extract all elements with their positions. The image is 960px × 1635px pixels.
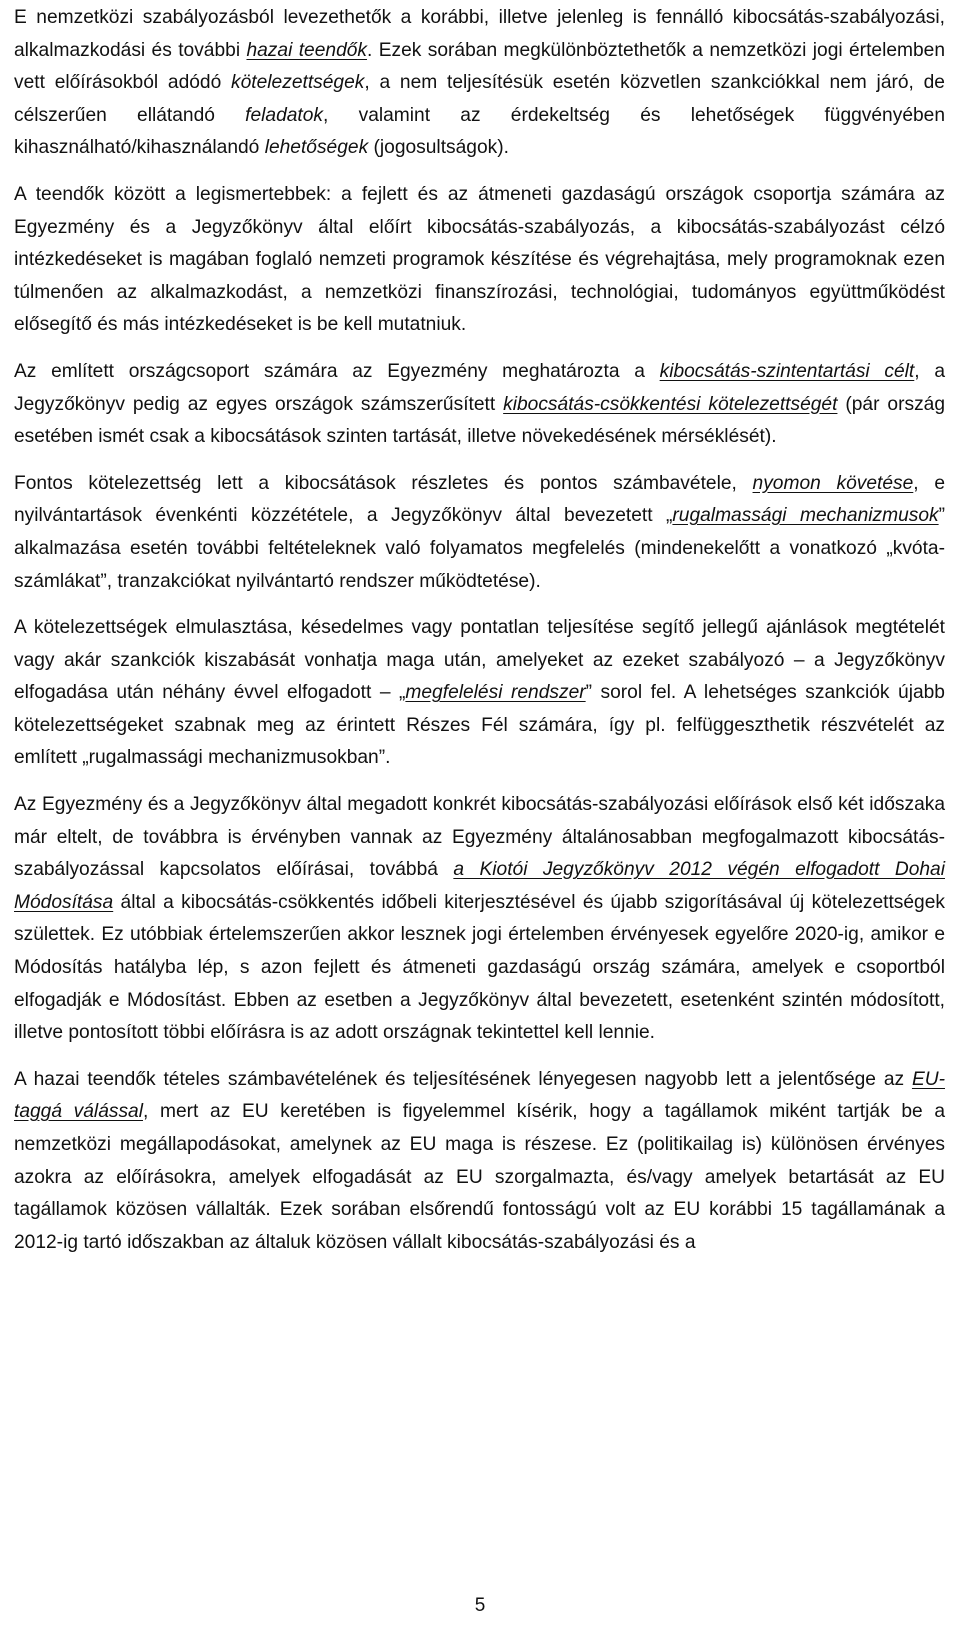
- emphasized-text: a Kiotói Jegyzőkönyv 2012 végén elfogadott Dohai Módosítása: [14, 859, 945, 913]
- text-segment: ” sorol fel. A lehetséges szankciók újabb kötelezettségeket szabnak meg az érintett Részes Fél számára, így pl. felfüggeszthetik részvételét az említett „rugalmassági mechanizmusokban”.: [14, 682, 945, 769]
- document-body: [14, 2, 945, 1273]
- emphasized-text: kötelezettségek: [231, 72, 365, 94]
- emphasized-text: megfelelési rendszer: [405, 682, 586, 704]
- emphasized-text: nyomon követése: [752, 472, 914, 494]
- emphasized-text: rugalmassági mechanizmusok: [672, 505, 939, 527]
- text-segment: Az Egyezmény és a Jegyzőkönyv által megadott konkrét kibocsátás-szabályozási előírások első két időszaka már eltelt, de továbbra is érvényben vannak az Egyezmény általánosabban megfogalmazott kibocsátás-szabályozással kapcsolatos előírásai, továbbá: [14, 794, 945, 881]
- emphasized-text: kibocsátás-csökkentési kötelezettségét: [503, 393, 838, 415]
- emphasized-text: hazai teendők: [246, 39, 368, 61]
- paragraph-4: [14, 468, 945, 598]
- emphasized-text: feladatok: [245, 104, 324, 126]
- emphasized-text: kibocsátás-szintentartási célt: [659, 360, 915, 382]
- text-segment: Az említett országcsoport számára az Egyezmény meghatározta a: [14, 360, 660, 382]
- text-segment: Fontos kötelezettség lett a kibocsátások részletes és pontos számbavétele,: [14, 472, 753, 494]
- paragraph-5: [14, 612, 945, 775]
- text-segment: által a kibocsátás-csökkentés időbeli kiterjesztésével és újabb szigorításával új kötelezettségek születtek. Ez utóbbiak értelemszerűen akkor lesznek jogi értelemben érvényesek egyelőre 2020-ig, amikor e Módosítás hatályba lép, s azon fejlett és átmeneti gazdaságú ország számára, amelyek e csoportból elfogadják e Módosítást. Ebben az esetben a Jegyzőkönyv által bevezetett, esetenként szintén módosított, illetve pontosított többi előírásra is az adott országnak tekintettel kell lennie.: [14, 891, 945, 1044]
- text-segment: , e nyilvántartások évenkénti közzététele, a Jegyzőkönyv által bevezetett „: [14, 472, 945, 527]
- text-segment: (pár ország esetében ismét csak a kibocsátások szinten tartását, illetve növekedésének mérséklését).: [14, 393, 946, 448]
- text-segment: (jogosultságok).: [368, 137, 509, 159]
- text-segment: , a Jegyzőkönyv pedig az egyes országok számszerűsített: [14, 360, 945, 415]
- paragraph-3: [14, 356, 945, 454]
- paragraph-2: [14, 179, 945, 342]
- text-segment: E nemzetközi szabályozásból levezethetők a korábbi, illetve jelenleg is fennálló kibocsátás-szabályozási, alkalmazkodási és további: [14, 7, 945, 61]
- emphasized-text: EU-taggá válással: [14, 1068, 945, 1123]
- paragraph-6: [14, 789, 945, 1050]
- text-segment: A kötelezettségek elmulasztása, késedelmes vagy pontatlan teljesítése segítő jellegű ajánlások megtételét vagy akár szankciók kiszabását vonhatja maga után, amelyeket az ezeket szabályozó – a Jegyzőkönyv elfogadása után néhány évvel elfogadott – „: [14, 617, 945, 704]
- text-segment: , a nem teljesítésük esetén közvetlen szankciókkal nem járó, de célszerűen ellátandó: [14, 72, 945, 126]
- page-number: 5: [474, 1595, 486, 1616]
- text-segment: , mert az EU keretében is figyelemmel kísérik, hogy a tagállamok miként tartják be a nemzetközi megállapodásokat, amelynek az EU maga is részese. Ez (politikailag is) különösen érvényes azokra az előírásokra, amelyek elfogadását az EU szorgalmazta, és/vagy amelyek betartását az EU tagállamok közösen vállalták. Ezek sorában elsőrendű fontosságú volt az EU korábbi 15 tagállamának a 2012-ig tartó időszakban az általuk közösen vállalt kibocsátás-szabályozási és a: [14, 1101, 945, 1253]
- paragraph-7: [14, 1064, 945, 1260]
- emphasized-text: lehetőségek: [264, 137, 369, 159]
- text-segment: , valamint az érdekeltség és lehetőségek függvényében kihasználható/kihasználandó: [14, 104, 945, 159]
- paragraph-1: [14, 2, 945, 165]
- text-segment: ” alkalmazása esetén további feltételeknek való folyamatos megfelelés (mindenekelőtt a vonatkozó „kvóta-számlákat”, tranzakciókat nyilvántartó rendszer működtetése).: [14, 505, 945, 592]
- text-segment: A hazai teendők tételes számbavételének és teljesítésének lényegesen nagyobb lett a jelentősége az: [14, 1068, 912, 1090]
- text-segment: A teendők között a legismertebbek: a fejlett és az átmeneti gazdaságú országok csoportja számára az Egyezmény és a Jegyzőkönyv által előírt kibocsátás-szabályozás, a kibocsátás-szabályozást célzó intézkedéseket is magában foglaló nemzeti programok készítése és végrehajtása, mely programoknak ezen túlmenően az alkalmazkodást, a nemzetközi finanszírozási, technológiai, tudományos együttműködést elősegítő és más intézkedéseket is be kell mutatniuk.: [14, 183, 945, 336]
- text-segment: . Ezek sorában megkülönböztethetők a nemzetközi jogi értelemben vett előírásokból adódó: [14, 39, 946, 94]
